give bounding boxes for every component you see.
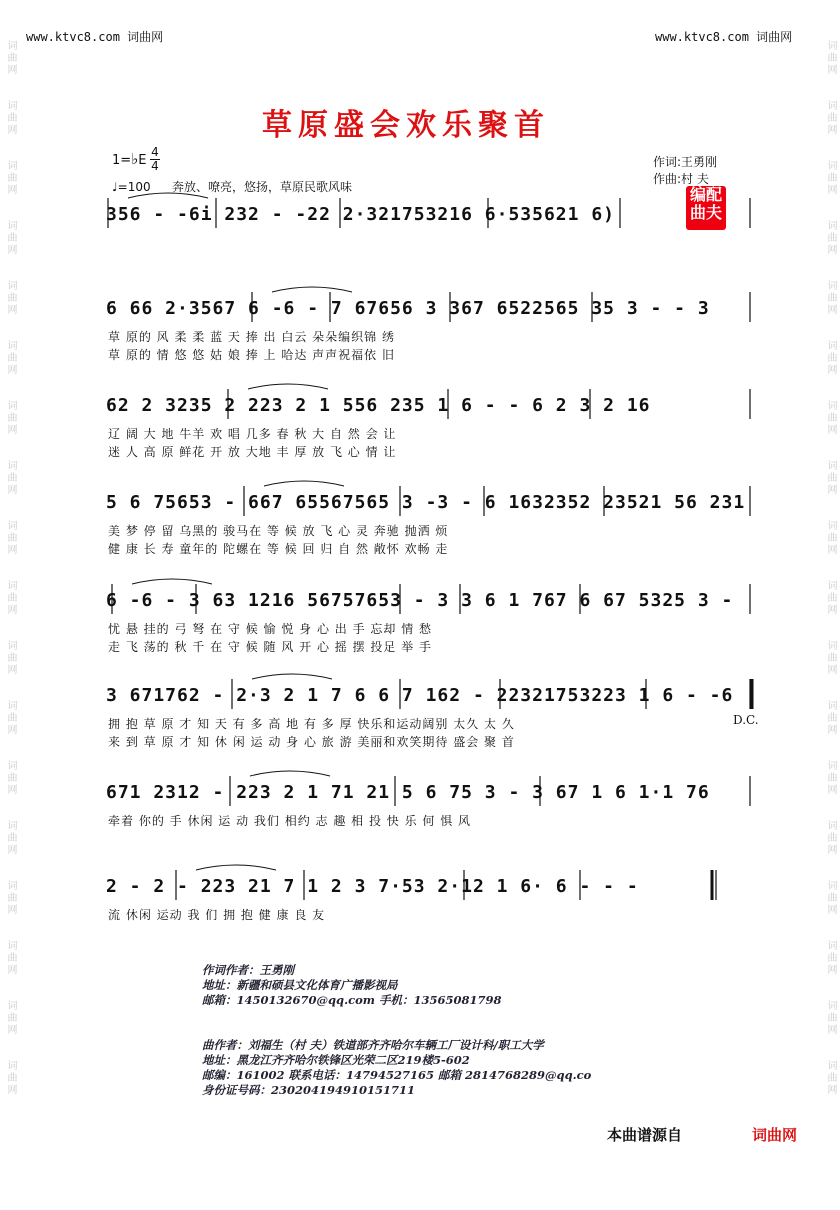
side-watermark: 词曲网 <box>5 580 16 616</box>
side-watermark: 词曲网 <box>5 760 16 796</box>
song-title: 草原盛会欢乐聚首 <box>262 108 550 143</box>
side-watermark: 词曲网 <box>5 700 16 736</box>
notation-line: 62 2 3235 2 223 2 1 556 235 1 6 - - 6 2 3 2 16 <box>106 395 651 416</box>
site-name: 词曲网 <box>756 30 793 44</box>
slur <box>264 481 344 486</box>
side-watermark: 词曲网 <box>5 520 16 556</box>
side-watermark: 词曲网 <box>825 640 836 676</box>
lyricist-info-name: 作词作者：王勇刚 <box>202 963 294 977</box>
slur <box>196 865 276 870</box>
site-url[interactable]: www.ktvc8.com <box>26 30 120 44</box>
footer-site-link[interactable]: 词曲网 <box>752 1126 798 1144</box>
footer-source: 本曲谱源自 <box>607 1126 683 1144</box>
side-watermark: 词曲网 <box>5 1000 16 1036</box>
side-watermark: 词曲网 <box>5 160 16 196</box>
side-watermark: 词曲网 <box>825 100 836 136</box>
slur <box>128 193 208 198</box>
side-watermark: 词曲网 <box>5 880 16 916</box>
key-label: 1= <box>112 153 132 168</box>
side-watermark: 词曲网 <box>825 220 836 256</box>
slur <box>252 674 332 679</box>
lyricist-info-contact: 邮箱：1450132670@qq.com 手机：13565081798 <box>202 993 502 1007</box>
lyric-line: 辽 阔 大 地 牛羊 欢 唱 几多 春 秋 大 自 然 会 让 <box>108 427 397 441</box>
lyric-line: 草 原的 风 柔 柔 蓝 天 捧 出 白云 朵朵编织锦 绣 <box>108 330 395 344</box>
composer-info-contact: 邮编：161002 联系电话：14794527165 邮箱 2814768289@qq.co <box>202 1068 592 1082</box>
side-watermark: 词曲网 <box>825 340 836 376</box>
side-watermark: 词曲网 <box>5 280 16 316</box>
composer-info-id: 身份证号码：230204194910151711 <box>202 1083 416 1097</box>
composer-info-name: 曲作者：刘福生（村 夫）铁道部齐齐哈尔车辆工厂设计科/职工大学 <box>202 1038 544 1052</box>
side-watermark: 词曲网 <box>5 340 16 376</box>
notation-line: 6 66 2·3567 6 -6 - 7 67656 3 367 6522565 35 3 - - 3 <box>106 298 710 319</box>
slur <box>250 771 330 776</box>
notation-line: 6 -6 - 3 63 1216 56757653 - 3 3 6 1 767 6 67 5325 3 - <box>106 590 734 611</box>
site-name: 词曲网 <box>127 30 164 44</box>
site-url[interactable]: www.ktvc8.com <box>655 30 749 44</box>
lyric-line: 来 到 草 原 才 知 休 闲 运 动 身 心 旅 游 美丽和欢笑期待 盛会 聚 首 <box>108 735 515 749</box>
side-watermark: 词曲网 <box>5 100 16 136</box>
side-watermark: 词曲网 <box>825 40 836 76</box>
side-watermark: 词曲网 <box>825 820 836 856</box>
key-signature: 1=♭E <box>112 150 147 168</box>
lyric-line: 迷 人 高 原 鲜花 开 放 大地 丰 厚 放 飞 心 情 让 <box>108 445 397 459</box>
composer-info-address: 地址：黑龙江齐齐哈尔铁锋区光荣二区219楼5-602 <box>202 1053 470 1067</box>
lyric-line: 美 梦 停 留 乌黑的 骏马在 等 候 放 飞 心 灵 奔驰 抛洒 烦 <box>108 524 449 538</box>
notation-line: 3 671762 - 2·3 2 1 7 6 6 7 162 - 22321753223 1 6 - -6 <box>106 685 734 706</box>
side-watermark: 词曲网 <box>825 520 836 556</box>
lyricist-info-address: 地址：新疆和硕县文化体育广播影视局 <box>202 978 398 992</box>
side-watermark: 词曲网 <box>5 460 16 496</box>
slur <box>272 287 352 292</box>
side-watermark: 词曲网 <box>5 40 16 76</box>
time-top: 4 <box>151 145 159 159</box>
slur <box>248 384 328 389</box>
lyric-line: 健 康 长 寿 童年的 陀螺在 等 候 回 归 自 然 敞怀 欢畅 走 <box>108 542 449 556</box>
time-bottom: 4 <box>151 159 159 173</box>
notation-line: 356 - -6i 232 - -22 2·321753216 6·535621 6) <box>106 204 615 225</box>
side-watermark: 词曲网 <box>825 1060 836 1096</box>
style-direction: 奔放、嘹亮，悠扬，草原民歌风味 <box>172 180 353 194</box>
side-watermark: 词曲网 <box>5 820 16 856</box>
lyric-line: 流 休闲 运动 我 们 拥 抱 健 康 良 友 <box>108 908 326 922</box>
side-watermark: 词曲网 <box>825 1000 836 1036</box>
side-watermark: 词曲网 <box>825 760 836 796</box>
side-watermark: 词曲网 <box>5 400 16 436</box>
lyric-line: 走 飞 荡的 秋 千 在 守 候 随 风 开 心 摇 摆 投足 举 手 <box>108 640 433 654</box>
side-watermark: 词曲网 <box>5 640 16 676</box>
side-watermark: 词曲网 <box>825 400 836 436</box>
lyric-line: 忧 悬 挂的 弓 弩 在 守 候 愉 悦 身 心 出 手 忘却 情 愁 <box>108 622 433 636</box>
slur <box>132 579 212 584</box>
side-watermark: 词曲网 <box>5 940 16 976</box>
side-watermark: 词曲网 <box>5 220 16 256</box>
side-watermark: 词曲网 <box>5 1060 16 1096</box>
composer-credit: 作曲:村 夫 <box>653 172 709 186</box>
lyric-line: 拥 抱 草 原 才 知 天 有 多 高 地 有 多 厚 快乐和运动阔别 太久 太 久 <box>108 717 515 731</box>
side-watermark: 词曲网 <box>825 880 836 916</box>
quarter-note-icon: ♩ <box>112 180 118 194</box>
red-seal-stamp: 编配 曲夫 <box>686 186 726 230</box>
lyric-line: 草 原的 情 悠 悠 姑 娘 捧 上 哈达 声声祝福依 旧 <box>108 348 395 362</box>
lyric-line: 牵着 你的 手 休闲 运 动 我们 相约 志 趣 相 投 快 乐 何 惧 风 <box>108 814 472 828</box>
tempo-value: =100 <box>117 180 151 194</box>
side-watermark: 词曲网 <box>825 580 836 616</box>
lyricist-credit: 作词:王勇刚 <box>653 155 718 169</box>
notation-line: 5 6 75653 - 667 65567565 3 -3 - 6 1632352 23521 56 231 <box>106 492 746 513</box>
notation-line: 2 - 2 - 223 21 7 1 2 3 7·53 2·12 1 6· 6 - - - <box>106 876 639 897</box>
key-note: E <box>138 153 147 168</box>
dc-marking: D.C. <box>733 713 759 727</box>
side-watermark: 词曲网 <box>825 460 836 496</box>
side-watermark: 词曲网 <box>825 940 836 976</box>
side-watermark: 词曲网 <box>825 160 836 196</box>
side-watermark: 词曲网 <box>825 700 836 736</box>
side-watermark: 词曲网 <box>825 280 836 316</box>
notation-line: 671 2312 - 223 2 1 71 21 5 6 75 3 - 3 67 1 6 1·1 76 <box>106 782 710 803</box>
